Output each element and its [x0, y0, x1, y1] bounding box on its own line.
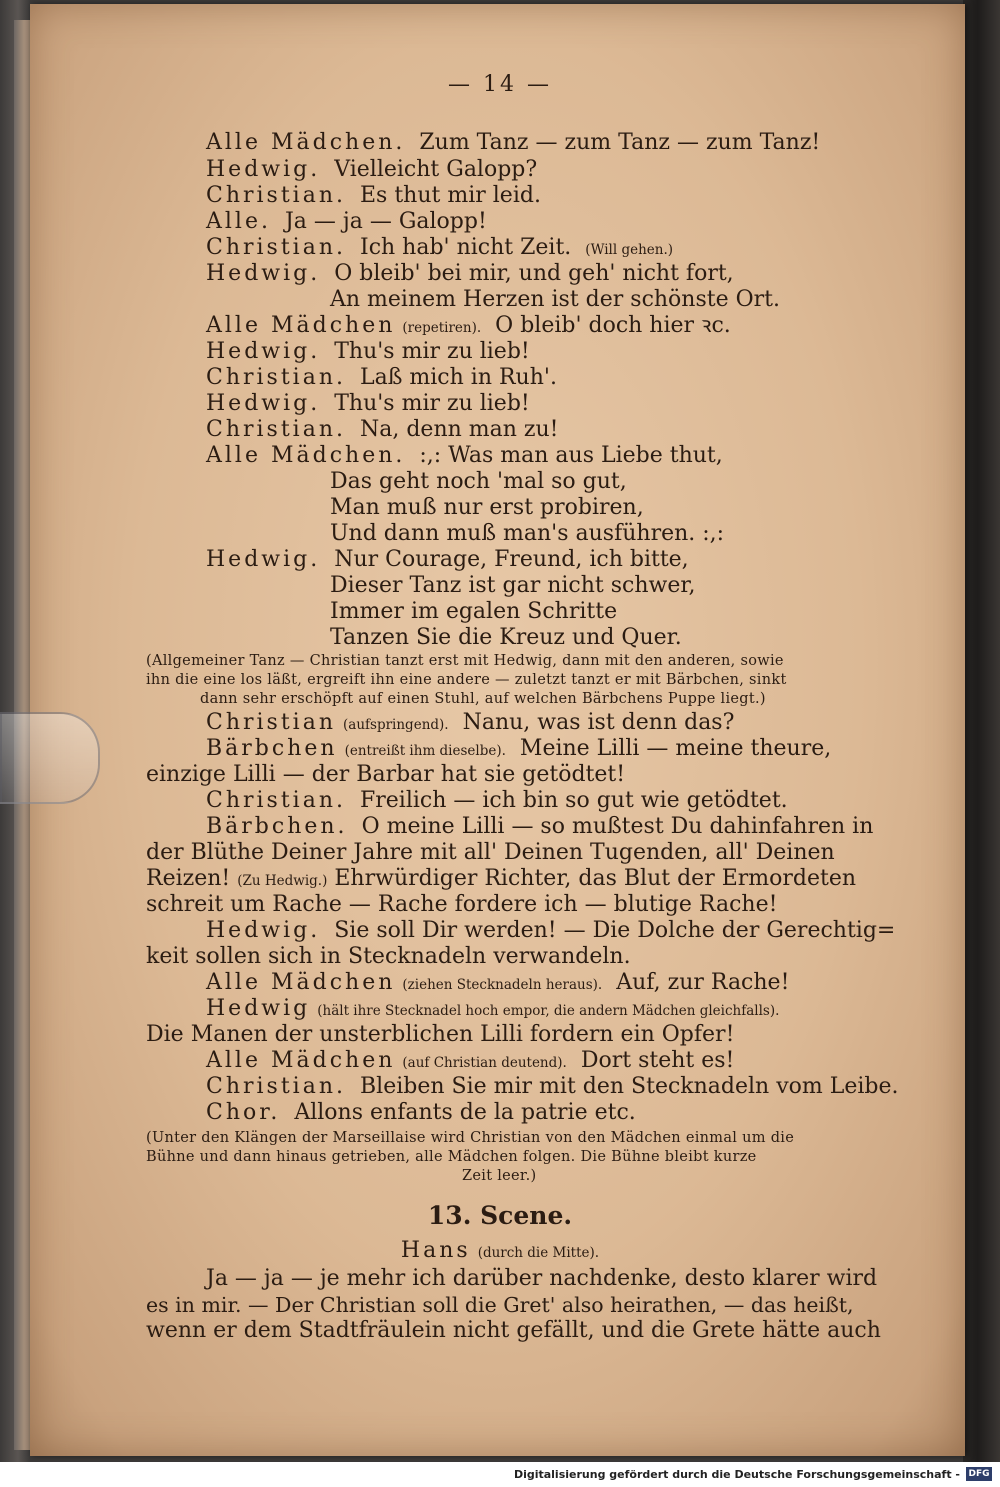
speaker-name: Alle Mädchen.: [206, 443, 406, 468]
speaker-name: Christian.: [206, 417, 346, 442]
dialogue-line: [206, 1074, 899, 1100]
dialogue-line: [146, 866, 856, 894]
speaker-name: Hedwig.: [206, 339, 321, 364]
dialogue-line: [206, 710, 734, 738]
dialogue-text: Freilich — ich bin so gut wie getödtet.: [360, 788, 788, 813]
dialogue-line: [146, 840, 835, 866]
dialogue-line: [146, 1022, 734, 1048]
page-number: — 14 —: [448, 72, 552, 97]
footer-bar: [0, 1462, 1000, 1487]
body-text-line: Ja — ja — je mehr ich darüber nachdenke, desto klarer wird: [206, 1266, 878, 1291]
stage-direction-line: (Unter den Klängen der Marseillaise wird Christian von den Mädchen einmal um die: [146, 1130, 795, 1146]
body-text-line: wenn er dem Stadtfräulein nicht gefällt, und die Grete hätte auch: [146, 1318, 881, 1343]
stage-direction: (hält ihre Stecknadel hoch empor, die andern Mädchen gleichfalls).: [317, 1003, 780, 1019]
dialogue-line: [146, 944, 631, 970]
dialogue-text: keit sollen sich in Stecknadeln verwandeln.: [146, 944, 631, 969]
dialogue-text: Na, denn man zu!: [360, 417, 559, 442]
body-text-line: es in mir. — Der Christian soll die Gret' also heirathen, — das heißt,: [146, 1293, 854, 1317]
dialogue-text: An meinem Herzen ist der schönste Ort.: [330, 287, 781, 312]
dialogue-text: :,: Was man aus Liebe thut,: [419, 443, 723, 468]
dialogue-text: O bleib' doch hier ꝛc.: [495, 313, 731, 338]
dialogue-text: einzige Lilli — der Barbar hat sie getödtet!: [146, 762, 626, 787]
speaker-name: Hedwig.: [206, 157, 321, 182]
speaker-name: Alle Mädchen.: [206, 130, 406, 155]
dialogue-line: [206, 209, 487, 235]
dialogue-line: [206, 814, 873, 840]
dialogue-line: [206, 339, 530, 365]
speaker-name: Hedwig.: [206, 391, 321, 416]
dialogue-line: [330, 521, 724, 547]
dialogue-text: O meine Lilli — so mußtest Du dahinfahren in: [361, 814, 874, 839]
dialogue-line: [330, 287, 780, 313]
dialogue-line: [206, 918, 895, 944]
speaker-name: Bärbchen: [206, 736, 338, 761]
stage-direction: (entreißt ihm dieselbe).: [344, 743, 506, 759]
speaker-name: Chor.: [206, 1100, 281, 1125]
speaker-name: Bärbchen.: [206, 814, 348, 839]
dialogue-line: [206, 417, 559, 443]
dialogue-text: Das geht noch 'mal so gut,: [330, 469, 627, 494]
speaker-name: Hedwig.: [206, 547, 321, 572]
dialogue-line: [206, 365, 557, 391]
speaker-name: Alle.: [206, 209, 271, 234]
dialogue-line: [206, 157, 537, 183]
stage-direction: (durch die Mitte).: [477, 1245, 600, 1261]
speaker-name: Christian.: [206, 788, 346, 813]
dialogue-line: [206, 547, 689, 573]
dialogue-text: der Blüthe Deiner Jahre mit all' Deinen Tugenden, all' Deinen: [146, 840, 835, 865]
dialogue-text: Man muß nur erst probiren,: [330, 495, 644, 520]
speaker-name: Christian.: [206, 365, 346, 390]
dialogue-line: [146, 762, 625, 788]
dialogue-text: Immer im egalen Schritte: [330, 599, 618, 624]
speaker-name: Christian.: [206, 1074, 346, 1099]
dialogue-line: [206, 391, 530, 417]
dialogue-line: [330, 469, 627, 495]
dialogue-text: Thu's mir zu lieb!: [334, 339, 530, 364]
dialogue-text: schreit um Rache — Rache fordere ich — blutige Rache!: [146, 892, 778, 917]
speaker-name: Alle Mädchen: [206, 1048, 396, 1073]
dialogue-line: [206, 235, 673, 263]
dialogue-line: [330, 495, 644, 521]
dialogue-text: Ja — ja — Galopp!: [284, 209, 487, 234]
dialogue-text: Reizen!: [146, 866, 231, 891]
dialogue-line: [206, 970, 789, 998]
dialogue-text: O bleib' bei mir, und geh' nicht fort,: [334, 261, 734, 286]
speaker-name: Hedwig.: [206, 261, 321, 286]
dialogue-text: Auf, zur Rache!: [616, 970, 790, 995]
stage-direction: (Zu Hedwig.): [237, 873, 328, 889]
speaker-name: Christian.: [206, 183, 346, 208]
dialogue-text: Allons enfants de la patrie etc.: [294, 1100, 636, 1125]
stage-direction: (Will gehen.): [585, 242, 674, 258]
dialogue-text: Ehrwürdiger Richter, das Blut der Ermordeten: [334, 866, 857, 891]
dialogue-line: [206, 183, 541, 209]
stage-direction-line: dann sehr erschöpft auf einen Stuhl, auf welchen Bärbchens Puppe liegt.): [200, 691, 766, 707]
stage-direction-line: Zeit leer.): [462, 1168, 537, 1184]
dialogue-text: Dort steht es!: [580, 1048, 735, 1073]
speaker-name: Hans: [400, 1238, 471, 1263]
stage-direction: (ziehen Stecknadeln heraus).: [402, 977, 603, 993]
dialogue-line: [330, 573, 695, 599]
dialogue-line: [330, 625, 682, 651]
speaker-name: Christian.: [206, 235, 346, 260]
dialogue-text: Bleiben Sie mir mit den Stecknadeln vom Leibe.: [360, 1074, 899, 1099]
dfg-logo: DFG: [966, 1467, 992, 1481]
stage-direction-line: (Allgemeiner Tanz — Christian tanzt erst mit Hedwig, dann mit den anderen, sowie: [146, 653, 784, 669]
page-clip: [0, 712, 100, 804]
dialogue-text: Zum Tanz — zum Tanz — zum Tanz!: [419, 130, 821, 155]
dialogue-text: Ich hab' nicht Zeit.: [360, 235, 572, 260]
dialogue-text: Tanzen Sie die Kreuz und Quer.: [330, 625, 682, 650]
stage-direction-line: Bühne und dann hinaus getrieben, alle Mädchen folgen. Die Bühne bleibt kurze: [146, 1149, 757, 1165]
stage-direction: (auf Christian deutend).: [402, 1055, 567, 1071]
dialogue-line: [206, 1048, 734, 1076]
dialogue-text: Thu's mir zu lieb!: [334, 391, 530, 416]
speaker-name: Hedwig: [206, 996, 311, 1021]
dialogue-text: Nanu, was ist denn das?: [462, 710, 735, 735]
dialogue-text: Dieser Tanz ist gar nicht schwer,: [330, 573, 696, 598]
dialogue-line: [330, 599, 617, 625]
dialogue-text: Meine Lilli — meine theure,: [519, 736, 832, 761]
dialogue-line: [206, 130, 820, 156]
dialogue-text: Und dann muß man's ausführen. :,:: [330, 521, 725, 546]
dialogue-line: [206, 261, 734, 287]
speaker-name: Christian: [206, 710, 337, 735]
stage-direction: (aufspringend).: [343, 717, 449, 733]
speaker-name: Hedwig.: [206, 918, 321, 943]
dialogue-line: [206, 996, 779, 1024]
stage-direction-line: ihn die eine los läßt, ergreift ihn eine andere — zuletzt tanzt er mit Bärbchen, sinkt: [146, 672, 787, 688]
dialogue-text: Laß mich in Ruh'.: [360, 365, 557, 390]
dialogue-line: [206, 788, 788, 814]
dialogue-line: [206, 443, 723, 469]
dialogue-line: [206, 313, 731, 341]
dialogue-text: Vielleicht Galopp?: [334, 157, 538, 182]
scene-heading: 13. Scene.: [427, 1201, 573, 1230]
speaker-name: Alle Mädchen: [206, 970, 396, 995]
dialogue-text: Sie soll Dir werden! — Die Dolche der Gerechtig=: [334, 918, 896, 943]
speaker-name: Alle Mädchen: [206, 313, 396, 338]
footer-credit: Digitalisierung gefördert durch die Deutsche Forschungsgemeinschaft -: [513, 1468, 960, 1481]
dialogue-text: Die Manen der unsterblichen Lilli fordern ein Opfer!: [146, 1022, 735, 1047]
dialogue-text: Nur Courage, Freund, ich bitte,: [334, 547, 689, 572]
dialogue-line: [206, 736, 831, 764]
dialogue-line: [146, 892, 777, 918]
dialogue-text: Es thut mir leid.: [360, 183, 541, 208]
scene-entrance: [0, 1238, 1000, 1266]
dialogue-line: [206, 1100, 636, 1126]
stage-direction: (repetiren).: [402, 320, 482, 336]
